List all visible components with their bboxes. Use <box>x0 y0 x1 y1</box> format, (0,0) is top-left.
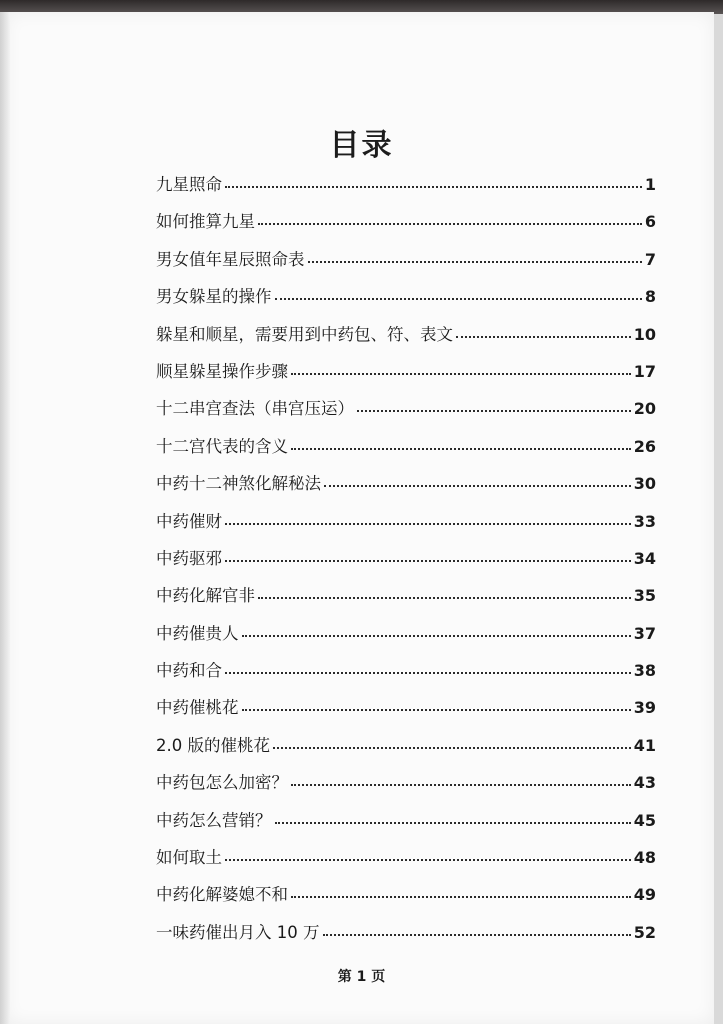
toc-dot-leader <box>323 934 631 936</box>
toc-entry-page-number: 33 <box>633 511 656 531</box>
toc-entry-label: 男女值年星辰照命表 <box>156 249 305 269</box>
toc-entry-label: 如何推算九星 <box>156 212 255 232</box>
toc-entry[interactable] <box>156 732 656 769</box>
page-title: 目录 <box>329 128 394 163</box>
toc-entry-label: 躲星和顺星，需要用到中药包、符、表文 <box>156 324 453 344</box>
page-footer <box>0 966 723 986</box>
toc-dot-leader <box>275 298 642 300</box>
toc-entry-label: 中药十二神煞化解秘法 <box>156 474 321 494</box>
toc-dot-leader <box>242 635 631 637</box>
toc-dot-leader <box>275 822 631 824</box>
toc-dot-leader <box>273 747 631 749</box>
toc-entry[interactable] <box>156 433 656 470</box>
toc-entry-label: 中药怎么营销？ <box>156 810 272 830</box>
toc-entry-page-number: 41 <box>633 735 656 755</box>
toc-entry[interactable] <box>156 246 656 283</box>
toc-dot-leader <box>291 448 631 450</box>
toc-entry[interactable] <box>156 919 656 956</box>
toc-dot-leader <box>357 410 631 412</box>
toc-entry[interactable] <box>156 657 656 694</box>
toc-dot-leader <box>456 336 631 338</box>
toc-entry[interactable] <box>156 283 656 320</box>
toc-entry-page-number: 34 <box>633 548 656 568</box>
toc-entry[interactable] <box>156 208 656 245</box>
toc-entry[interactable] <box>156 807 656 844</box>
toc-dot-leader <box>242 709 631 711</box>
toc-entry-page-number: 48 <box>633 848 656 868</box>
toc-dot-leader <box>291 896 631 898</box>
toc-dot-leader <box>225 560 631 562</box>
toc-dot-leader <box>258 597 631 599</box>
toc-entry[interactable] <box>156 171 656 208</box>
toc-dot-leader <box>225 672 631 674</box>
toc-entry-page-number: 43 <box>633 773 656 793</box>
footer-page-number: 1 <box>356 969 367 985</box>
toc-entry[interactable] <box>156 620 656 657</box>
toc-entry-page-number: 45 <box>633 810 656 830</box>
toc-entry-page-number: 1 <box>644 175 656 194</box>
toc-entry[interactable] <box>156 769 656 806</box>
toc-dot-leader <box>291 784 631 786</box>
toc-entry-page-number: 8 <box>644 287 656 307</box>
toc-entry[interactable] <box>156 470 656 507</box>
toc-dot-leader <box>308 261 642 263</box>
toc-dot-leader <box>258 223 642 225</box>
toc-entry-label: 一味药催出月入 10 万 <box>156 922 320 942</box>
toc-dot-leader <box>225 523 631 525</box>
toc-entry-page-number: 38 <box>633 661 656 681</box>
footer-prefix: 第 <box>337 969 352 985</box>
toc-entry-page-number: 39 <box>633 698 656 718</box>
toc-entry-label: 中药和合 <box>156 661 222 681</box>
toc-entry[interactable] <box>156 508 656 545</box>
toc-entry-label: 十二宫代表的含义 <box>156 436 288 456</box>
toc-entry-label: 顺星躲星操作步骤 <box>156 361 288 381</box>
toc-entry-label: 中药催贵人 <box>156 623 239 643</box>
toc-entry[interactable] <box>156 395 656 432</box>
toc-entry-page-number: 30 <box>633 474 656 494</box>
toc-entry-label: 中药包怎么加密？ <box>156 773 288 793</box>
toc-entry-label: 中药催财 <box>156 511 222 531</box>
toc-entry-label: 中药驱邪 <box>156 548 222 568</box>
toc-entry-label: 2.0 版的催桃花 <box>156 735 270 755</box>
toc-entry[interactable] <box>156 321 656 358</box>
toc-entry-page-number: 26 <box>633 436 656 456</box>
toc-entry-label: 中药化解官非 <box>156 586 255 606</box>
toc-entry-page-number: 35 <box>633 586 656 606</box>
toc-entry-page-number: 20 <box>633 399 656 419</box>
toc-entry-page-number: 6 <box>644 212 656 232</box>
footer-suffix: 页 <box>371 969 386 985</box>
toc-entry[interactable] <box>156 358 656 395</box>
table-of-contents <box>156 171 656 956</box>
toc-entry-page-number: 10 <box>633 324 656 344</box>
toc-entry[interactable] <box>156 545 656 582</box>
toc-entry-page-number: 52 <box>633 922 656 942</box>
toc-entry[interactable] <box>156 881 656 918</box>
toc-dot-leader <box>225 186 642 188</box>
toc-entry[interactable] <box>156 844 656 881</box>
toc-dot-leader <box>324 485 631 487</box>
toc-dot-leader <box>291 373 631 375</box>
toc-entry-label: 中药催桃花 <box>156 698 239 718</box>
toc-entry-label: 中药化解婆媳不和 <box>156 885 288 905</box>
toc-entry-label: 九星照命 <box>156 175 222 194</box>
toc-entry[interactable] <box>156 582 656 619</box>
toc-entry-page-number: 17 <box>633 361 656 381</box>
toc-dot-leader <box>225 859 631 861</box>
toc-entry-label: 十二串宫查法（串宫压运） <box>156 399 354 419</box>
toc-entry-label: 如何取土 <box>156 848 222 868</box>
toc-entry-label: 男女躲星的操作 <box>156 287 272 307</box>
toc-entry-page-number: 37 <box>633 623 656 643</box>
toc-entry-page-number: 49 <box>633 885 656 905</box>
toc-entry[interactable] <box>156 694 656 731</box>
toc-entry-page-number: 7 <box>644 249 656 269</box>
